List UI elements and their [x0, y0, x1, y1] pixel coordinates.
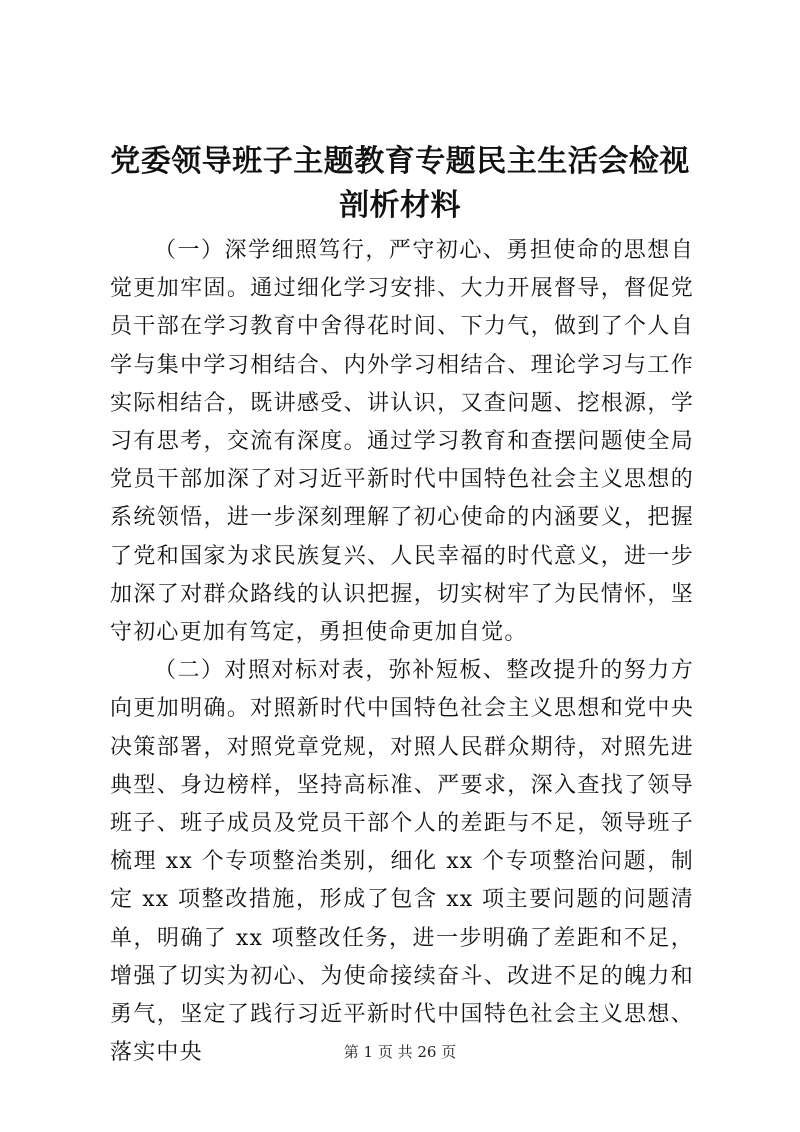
paragraph-2: （二）对照对标对表，弥补短板、整改提升的努力方向更加明确。对照新时代中国特色社会主义思想和党中央决策部署，对照党章党规，对照人民群众期待，对照先进典型、身边榜样，坚持高标准、严要求，深入查找了领导班子、班子成员及党员干部个人的差距与不足，领导班子梳理 xx 个专项整治类别，细化 xx 个专项整治问题，制定 xx 项整改措施，形成了包含 xx 项主要问题的问题清单，明确了 xx 项整改任务，进一步明确了差距和不足，增强了切实为初心、为使命接续奋斗、改进不足的魄力和勇气，坚定了践行习近平新时代中国特色社会主义思想、落实中央	[110, 658, 694, 1066]
paragraph-1: （一）深学细照笃行，严守初心、勇担使命的思想自觉更加牢固。通过细化学习安排、大力开展督导，督促党员干部在学习教育中舍得花时间、下力气，做到了个人自学与集中学习相结合、内外学习相结合、理论学习与工作实际相结合，既讲感受、讲认识，又查问题、挖根源，学习有思考，交流有深度。通过学习教育和查摆问题使全局党员干部加深了对习近平新时代中国特色社会主义思想的系统领悟，进一步深刻理解了初心使命的内涵要义，把握了党和国家为求民族复兴、人民幸福的时代意义，进一步加深了对群众路线的认识把握，切实树牢了为民情怀，坚守初心更加有笃定，勇担使命更加自觉。	[110, 238, 694, 646]
document-body	[110, 232, 694, 1072]
document-title: 党委领导班子主题教育专题民主生活会检视剖析材料	[110, 144, 690, 223]
page-footer: 第 1 页 共 26 页	[343, 1043, 457, 1061]
